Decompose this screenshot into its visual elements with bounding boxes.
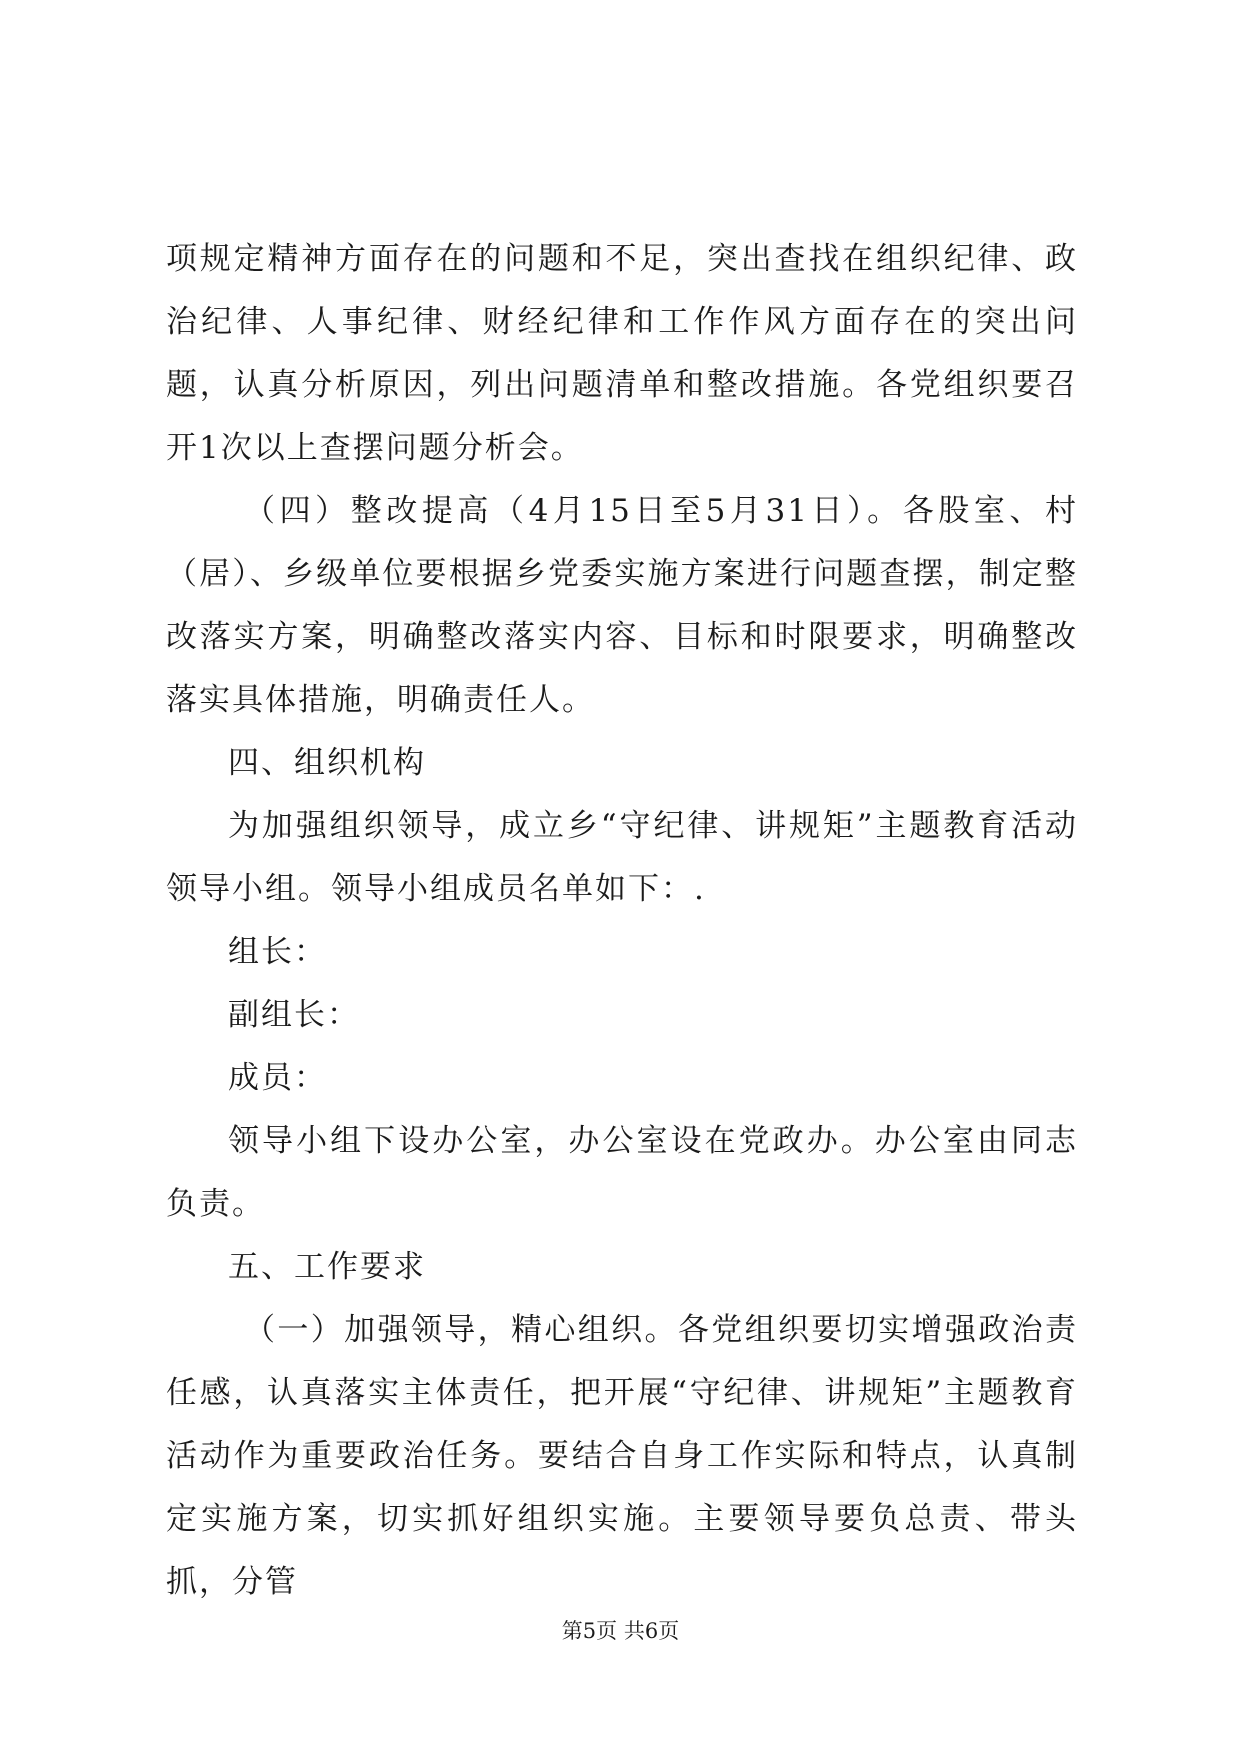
field-members: 成员： <box>228 1060 327 1096</box>
paragraph-leadership-group: 为加强组织领导，成立乡“守纪律、讲规矩”主题教育活动领导小组。领导小组成员名单如下：. <box>166 808 1078 907</box>
field-deputy-leader: 副组长： <box>228 997 360 1033</box>
field-group-leader: 组长： <box>228 934 327 970</box>
paragraph-rectification: （四）整改提高（4月15日至5月31日）。各股室、村（居）、乡级单位要根据乡党委实施方案进行问题查摆，制定整改落实方案，明确整改落实内容、目标和时限要求，明确整改落实具体措施，明确责任人。 <box>166 493 1078 718</box>
paragraph-office: 领导小组下设办公室，办公室设在党政办。办公室由同志负责。 <box>166 1123 1078 1222</box>
paragraph-requirement-one: （一）加强领导，精心组织。各党组织要切实增强政治责任感，认真落实主体责任，把开展“守纪律、讲规矩”主题教育活动作为重要政治任务。要结合自身工作实际和特点，认真制定实施方案，切实抓好组织实施。主要领导要负总责、带头抓，分管 <box>166 1312 1078 1600</box>
section-heading-organization: 四、组织机构 <box>228 745 426 781</box>
section-heading-requirements: 五、工作要求 <box>228 1249 426 1285</box>
page-number: 第5页 共6页 <box>561 1619 680 1643</box>
paragraph-continuation: 项规定精神方面存在的问题和不足，突出查找在组织纪律、政治纪律、人事纪律、财经纪律和工作作风方面存在的突出问题，认真分析原因，列出问题清单和整改措施。各党组织要召开1次以上查摆问题分析会。 <box>166 241 1078 466</box>
document-body <box>166 228 1078 1614</box>
